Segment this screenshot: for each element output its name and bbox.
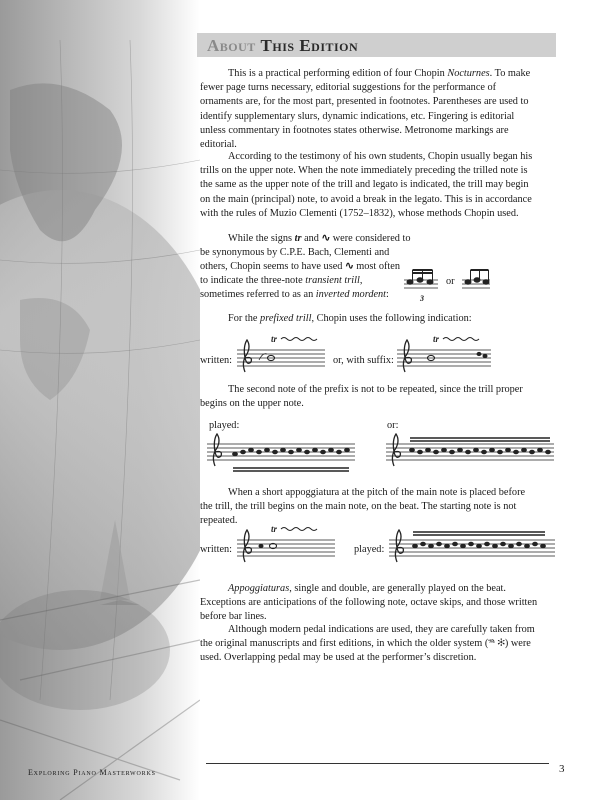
p3-l4b: , [359, 275, 363, 286]
played-example-1 [207, 432, 357, 474]
paragraph-trills [200, 150, 540, 221]
paragraph-prefix-note [200, 383, 540, 411]
p4-prefixed: prefixed trill [260, 313, 312, 324]
written-label-2: written: [200, 544, 233, 555]
p3-l3b: most often [353, 261, 400, 272]
appoggiatura-trill-written [237, 522, 337, 568]
mordent-sign: ∿ [321, 233, 331, 244]
or-label-2: or: [387, 420, 399, 431]
tr-label-3: tr [271, 524, 278, 534]
p3-transient: transient trill [305, 275, 360, 286]
played-example-2 [386, 432, 556, 474]
section-header-bar [197, 33, 556, 57]
p3-l1c: were considered to [330, 233, 411, 244]
p3-line4 [200, 274, 362, 288]
footer-rule [206, 763, 549, 764]
p3-line2: be synonymous by C.P.E. Bach, Clementi and [200, 247, 390, 258]
title-word-about: About [207, 36, 256, 55]
p2-text: According to the testimony of his own students, Chopin usually began his trills on the upper note. When the note immediately preceding the trilled note is the same as the upper note of the trill and legato is indicated, the trill may begin on the main (principal) note, to avoid a break in the legato. This is in accordance with the rules of Muzio Clementi (1752–1832), whose methods Chopin used. [200, 151, 533, 219]
paragraph-pedal [200, 623, 540, 666]
written-label-1: written: [200, 355, 233, 366]
appoggiatura-trill-played [389, 522, 557, 568]
tr-sign: tr [294, 233, 302, 244]
p3-l5a: sometimes referred to as an [200, 289, 316, 300]
p4b: , Chopin uses the following indication: [311, 313, 472, 324]
p1-nocturnes: Nocturnes [447, 68, 490, 79]
p5-text: The second note of the prefix is not to be repeated, since the trill proper begins on the upper note. [200, 384, 523, 410]
p1-text-a: This is a practical performing edition of four Chopin [228, 68, 448, 79]
p3-inverted: inverted mordent [315, 289, 387, 300]
p3-l5b: : [386, 289, 389, 300]
footer-series-title: Exploring Piano Masterworks [28, 768, 156, 777]
p3-l1a: While the signs [228, 233, 295, 244]
page-title [207, 36, 358, 56]
background-map-image [0, 0, 200, 800]
p8-text-a: Although modern pedal indications are used, they are carefully taken from the original manuscripts and first editions, in which the older system [200, 624, 535, 650]
tr-label-2: tr [433, 334, 440, 344]
p1-text-b: . To make fewer page turns necessary, editorial suggestions for the performance of ornaments are, for the most part, presented in footnotes. Parentheses are used to identify supplementary slurs, dynamic indications, etc. Fingering is editorial unless commentary in footnotes states otherwise. Metronome markings are editorial. [200, 68, 531, 151]
p3-line1 [228, 232, 411, 246]
p7-appogg: Appoggiaturas [228, 583, 290, 594]
title-word-this-edition: This Edition [260, 36, 359, 55]
p3-line5 [200, 288, 389, 302]
p4a: For the [228, 313, 261, 324]
mordent-sign-2: ∿ [345, 261, 354, 272]
tr-label-1: tr [271, 334, 278, 344]
paragraph-appoggiaturas [200, 582, 540, 625]
paragraph-prefixed-trill [228, 312, 472, 326]
prefixed-trill-written [237, 332, 327, 378]
played-label-2: played: [354, 544, 385, 555]
p3-line3 [200, 260, 400, 274]
triplet-mark: 3 [420, 294, 424, 303]
page-number: 3 [559, 763, 565, 775]
p3-l4a: to indicate the three-note [200, 275, 306, 286]
played-label-1: played: [209, 420, 240, 431]
p3-l3a: others, Chopin seems to have used [200, 261, 345, 272]
p7-text: , single and double, are generally played on the beat. Exceptions are anticipations of the following note, octave skips, and those written before bar lines. [200, 583, 538, 623]
p6-text: When a short appoggiatura at the pitch of the main note is placed before the trill, the trill begins on the main note, on the beat. The starting note is not repeated. [200, 487, 526, 527]
with-suffix-label: or, with suffix: [333, 355, 394, 366]
prefixed-trill-with-suffix [397, 332, 493, 378]
or-label: or [446, 276, 455, 287]
paragraph-intro [200, 67, 540, 152]
p3-l1b: and [301, 233, 322, 244]
p8-text-b: were used. Overlapping pedal may be used at the performer’s discretion. [200, 638, 531, 664]
pedal-symbols: (𝆮 ✻) [484, 638, 509, 650]
